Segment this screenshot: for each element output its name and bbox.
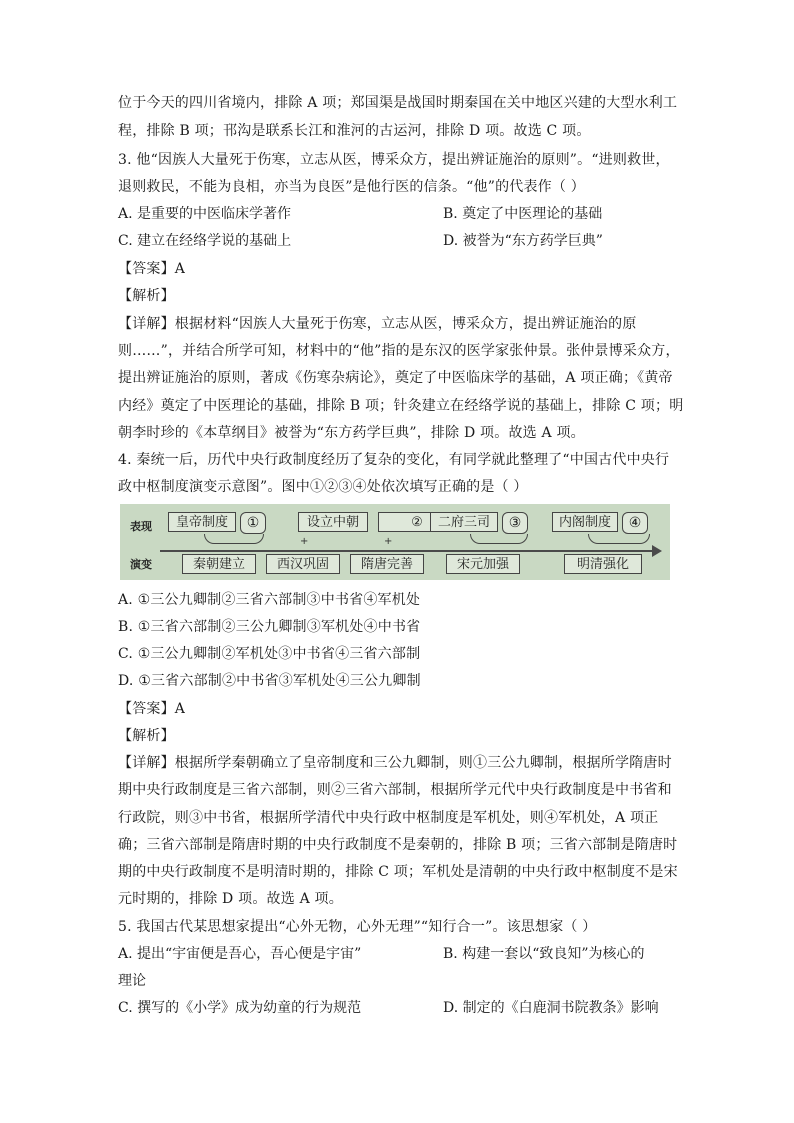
text-line: 程，排除 B 项；邗沟是联系长江和淮河的古运河，排除 D 项。故选 C 项。 (118, 123, 591, 139)
brace (588, 534, 650, 544)
detail-text: 则……”，并结合所学可知，材料中的“他”指的是东汉的医学家张仲景。张仲景博采众方， (118, 343, 680, 359)
detail-text: 确；三省六部制是隋唐时期的中央行政制度不是秦朝的，排除 B 项；三省六部制是隋唐时 (118, 837, 678, 853)
option-a: A. 提出“宇宙便是吾心，吾心便是宇宙” (118, 946, 362, 962)
detail-text: 期中央行政制度是三省六部制，则②三省六部制，根据所学元代中央行政制度是中书省和 (118, 782, 672, 798)
brace (470, 534, 528, 544)
detail-text: 行政院，则③中书省，根据所学清代中央行政中枢制度是军机处，则④军机处，A 项正 (118, 810, 659, 826)
detail-text: 【详解】根据材料“因族人大量死于伤寒，立志从医，博采众方，提出辨证施治的原 (118, 316, 637, 332)
option-d: D. ①三省六部制②中书省③军机处④三公九卿制 (118, 673, 421, 689)
bottom-box: 宋元加强 (446, 554, 520, 574)
timeline-arrow (160, 550, 654, 552)
top-box: 二府三司 (430, 512, 498, 532)
plus-sign: + (384, 536, 393, 547)
option-c: C. 撰写的《小学》成为幼童的行为规范 (118, 1000, 362, 1016)
top-box: 内阁制度 (552, 512, 618, 532)
answer-label: 【答案】A (118, 701, 186, 717)
bottom-box: 西汉巩固 (266, 554, 340, 574)
blank-3: ③ (502, 512, 528, 534)
option-d: D. 制定的《白鹿洞书院教条》影响 (443, 1000, 659, 1016)
question-4-stem: 政中枢制度演变示意图”。图中①②③④处依次填写正确的是（ ） (118, 479, 528, 495)
detail-text: 【详解】根据所学秦朝确立了皇帝制度和三公九卿制，则①三公九卿制，根据所学隋唐时 (118, 755, 672, 771)
arrow-head (652, 545, 662, 557)
option-b: B. 构建一套以“致良知”为核心的 (443, 946, 645, 962)
row-label-bottom: 演变 (130, 558, 152, 571)
option-c: C. ①三公九卿制②军机处③中书省④三省六部制 (118, 646, 421, 662)
option-d: D. 被誉为“东方药学巨典” (443, 233, 603, 249)
text-line: 位于今天的四川省境内，排除 A 项；郑国渠是战国时期秦国在关中地区兴建的大型水利工 (118, 95, 678, 111)
central-government-evolution-diagram (120, 504, 670, 580)
detail-text: 元时期的，排除 D 项。故选 A 项。 (118, 891, 343, 907)
blank-4: ④ (622, 512, 648, 534)
question-5-stem: 5. 我国古代某思想家提出“心外无物，心外无理”“知行合一”。该思想家（ ） (118, 919, 597, 935)
plus-sign: + (300, 536, 309, 547)
detail-text: 期的中央行政制度不是明清时期的，排除 C 项；军机处是清朝的中央行政中枢制度不是宋 (118, 864, 678, 880)
question-3-stem: 退则救民，不能为良相，亦当为良医”是他行医的信条。“他”的代表作（ ） (118, 179, 585, 195)
bottom-box: 秦朝建立 (182, 554, 256, 574)
option-a: A. 是重要的中医临床学著作 (118, 206, 292, 222)
top-box: 设立中朝 (298, 512, 368, 532)
brace (204, 534, 264, 544)
top-box: 皇帝制度 (168, 512, 236, 532)
option-a: A. ①三公九卿制②三省六部制③中书省④军机处 (118, 592, 421, 608)
analysis-label: 【解析】 (118, 288, 175, 304)
option-c: C. 建立在经络学说的基础上 (118, 233, 292, 249)
option-b: B. 奠定了中医理论的基础 (443, 206, 603, 222)
blank-1: ① (240, 512, 266, 534)
detail-text: 提出辨证施治的原则，著成《伤寒杂病论》，奠定了中医临床学的基础，A 项正确；《黄帝 (118, 370, 673, 386)
analysis-label: 【解析】 (118, 728, 175, 744)
detail-text: 内经》奠定了中医理论的基础，排除 B 项；针灸建立在经络学说的基础上，排除 C 项；明 (118, 398, 684, 414)
question-4-stem: 4. 秦统一后，历代中央行政制度经历了复杂的变化，有同学就此整理了“中国古代中央行 (118, 452, 670, 468)
option-b: B. ①三省六部制②三公九卿制③军机处④中书省 (118, 619, 421, 635)
row-label-top: 表现 (130, 520, 152, 533)
blank-2: ② (378, 512, 456, 532)
answer-label: 【答案】A (118, 261, 186, 277)
question-3-stem: 3. 他“因族人大量死于伤寒，立志从医，博采众方，提出辨证施治的原则”。“进则救世， (118, 152, 670, 168)
bottom-box: 明清强化 (564, 554, 642, 574)
option-b-continued: 理论 (118, 973, 146, 989)
bottom-box: 隋唐完善 (350, 554, 424, 574)
detail-text: 朝李时珍的《本草纲目》被誉为“东方药学巨典”，排除 D 项。故选 A 项。 (118, 425, 585, 441)
